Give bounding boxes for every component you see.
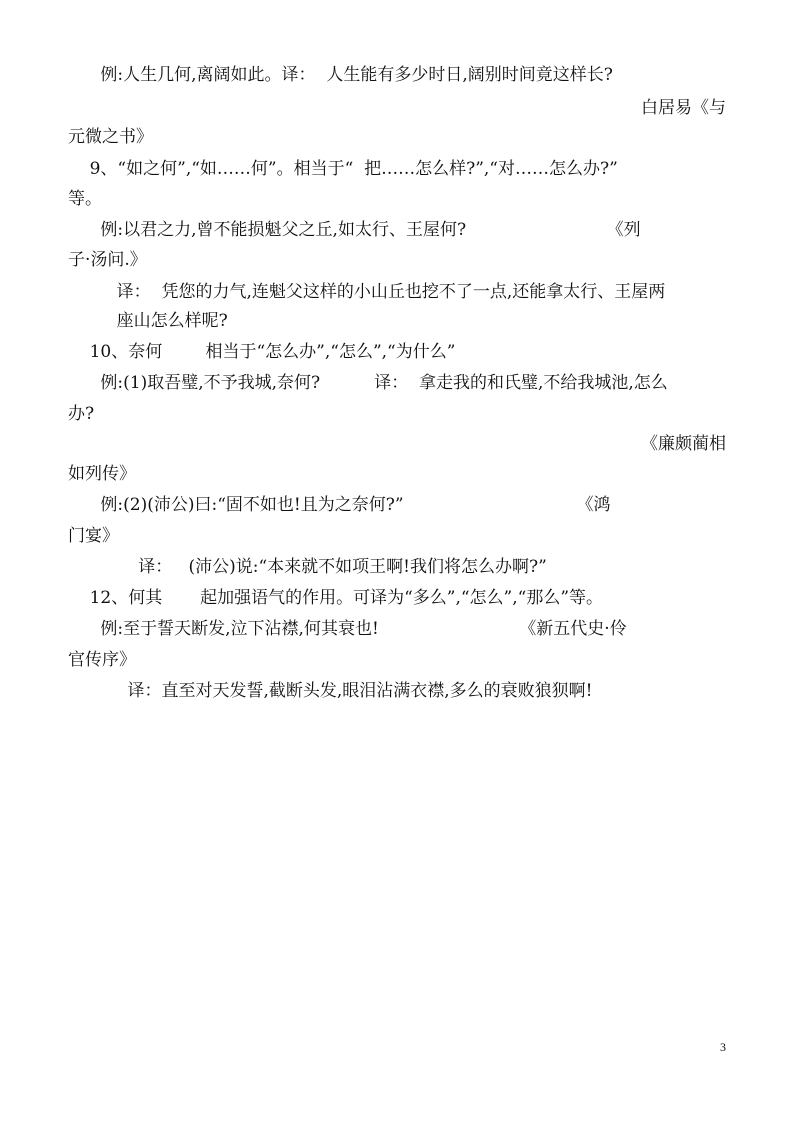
translation-line: 译： (沛公)说:“本来就不如项王啊!我们将怎么办啊?” (68, 557, 547, 577)
example-line: 例:以君之力,曾不能损魁父之丘,如太行、王屋何? 《列 (68, 220, 641, 240)
citation-line: 门宴》 (68, 526, 119, 546)
translation-line: 座山怎么样呢? (68, 311, 228, 331)
citation-line: 如列传》 (68, 464, 136, 484)
citation-line: 元微之书》 (68, 127, 153, 147)
example-line: 例:人生几何,离阔如此。译： 人生能有多少时日,阔别时间竟这样长? (68, 65, 613, 85)
page-number: 3 (720, 1040, 726, 1054)
example-line: 例:至于誓天断发,泣下沾襟,何其衰也! 《新五代史·伶 (68, 619, 627, 639)
section-heading-10: 10、奈何 相当于“怎么办”,“怎么”,“为什么” (68, 342, 456, 362)
example-line: 例:(2)(沛公)曰:“固不如也!且为之奈何?” 《鸿 (68, 495, 611, 515)
citation-line: 子·汤问.》 (68, 250, 147, 270)
text-line: 等。 (68, 189, 102, 209)
translation-line: 译： 凭您的力气,连魁父这样的小山丘也挖不了一点,还能拿太行、王屋两 (68, 282, 666, 302)
citation-line: 《廉颇蔺相 (641, 434, 726, 454)
section-heading-12: 12、何其 起加强语气的作用。可译为“多么”,“怎么”,“那么”等。 (68, 588, 604, 608)
citation-line: 白居易《与 (641, 98, 726, 118)
example-line: 例:(1)取吾璧,不予我城,奈何? 译： 拿走我的和氏璧,不给我城池,怎么 (68, 373, 668, 393)
section-heading-9: 9、“如之何”,“如……何”。相当于“ 把……怎么样?”,“对……怎么办?” (68, 159, 618, 179)
text-line: 办? (68, 404, 95, 424)
citation-line: 官传序》 (68, 650, 136, 670)
translation-line: 译：直至对天发誓,截断头发,眼泪沾满衣襟,多么的衰败狼狈啊! (68, 681, 593, 701)
